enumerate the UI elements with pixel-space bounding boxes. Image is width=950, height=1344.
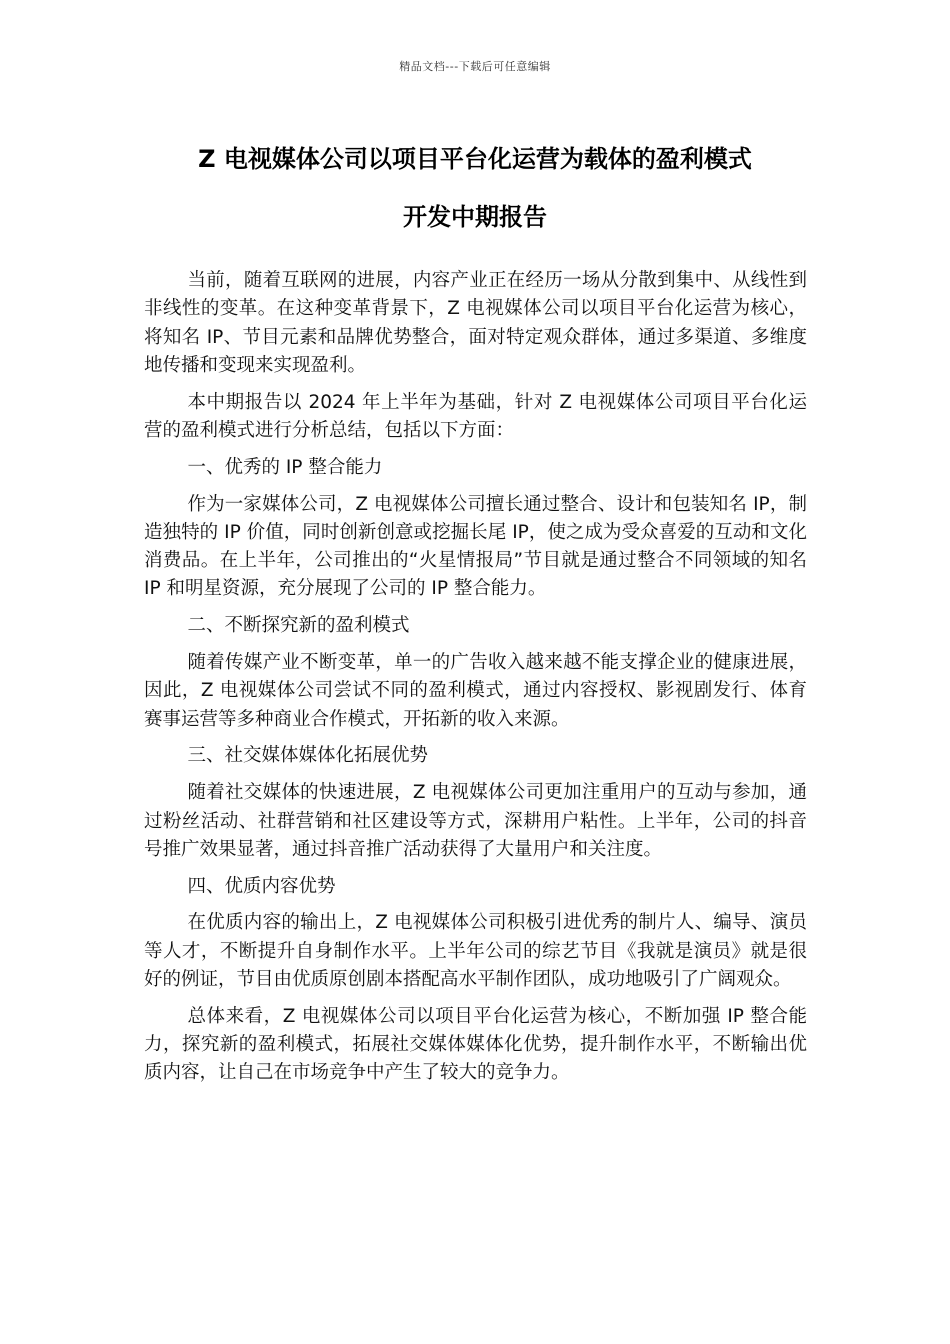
- intro-paragraph: 当前，随着互联网的进展，内容产业正在经历一场从分散到集中、从线性到非线性的变革。在这种变革背景下，Z 电视媒体公司以项目平台化运营为核心，将知名 IP、节目元素和品牌优势整合，面对特定观众群体，通过多渠道、多维度地传播和变现来实现盈利。: [144, 270, 807, 376]
- section-heading-ip-integration: 一、优秀的 IP 整合能力: [187, 456, 383, 478]
- summary-paragraph: 总体来看，Z 电视媒体公司以项目平台化运营为核心，不断加强 IP 整合能力，探究新的盈利模式，拓展社交媒体媒体化优势，提升制作水平，不断输出优质内容，让自己在市场竞争中产生了较大的竞争力。: [144, 1005, 807, 1084]
- document-body: [144, 267, 807, 1096]
- ip-integration-paragraph: 作为一家媒体公司，Z 电视媒体公司擅长通过整合、设计和包装知名 IP，制造独特的 IP 价值，同时创新创意或挖掘长尾 IP，使之成为受众喜爱的互动和文化消费品。在上半年，公司推出的“火星情报局”节目就是通过整合不同领域的知名 IP 和明星资源，充分展现了公司的 IP 整合能力。: [144, 493, 807, 600]
- section-heading-profit-model: 二、不断探究新的盈利模式: [187, 615, 410, 637]
- section-heading-quality-content: 四、优质内容优势: [187, 875, 336, 897]
- document-title-line-2: 开发中期报告: [403, 203, 547, 231]
- header-note: 精品文档---下载后可任意编辑: [399, 60, 551, 73]
- document-title-line-1: Z 电视媒体公司以项目平台化运营为载体的盈利模式: [198, 145, 752, 173]
- section-heading-social-media: 三、社交媒体媒体化拓展优势: [187, 745, 428, 767]
- quality-content-paragraph: 在优质内容的输出上，Z 电视媒体公司积极引进优秀的制片人、编导、演员等人才，不断提升自身制作水平。上半年公司的综艺节目《我就是演员》就是很好的例证，节目由优质原创剧本搭配高水平制作团队，成功地吸引了广阔观众。: [144, 912, 807, 991]
- profit-model-paragraph: 随着传媒产业不断变革，单一的广告收入越来越不能支撑企业的健康进展，因此，Z 电视媒体公司尝试不同的盈利模式，通过内容授权、影视剧发行、体育赛事运营等多种商业合作模式，开拓新的收入来源。: [144, 652, 807, 730]
- social-media-paragraph: 随着社交媒体的快速进展，Z 电视媒体公司更加注重用户的互动与参加，通过粉丝活动、社群营销和社区建设等方式，深耕用户粘性。上半年，公司的抖音号推广效果显著，通过抖音推广活动获得了大量用户和关注度。: [144, 782, 807, 860]
- scope-paragraph: 本中期报告以 2024 年上半年为基础，针对 Z 电视媒体公司项目平台化运营的盈利模式进行分析总结，包括以下方面：: [144, 391, 807, 441]
